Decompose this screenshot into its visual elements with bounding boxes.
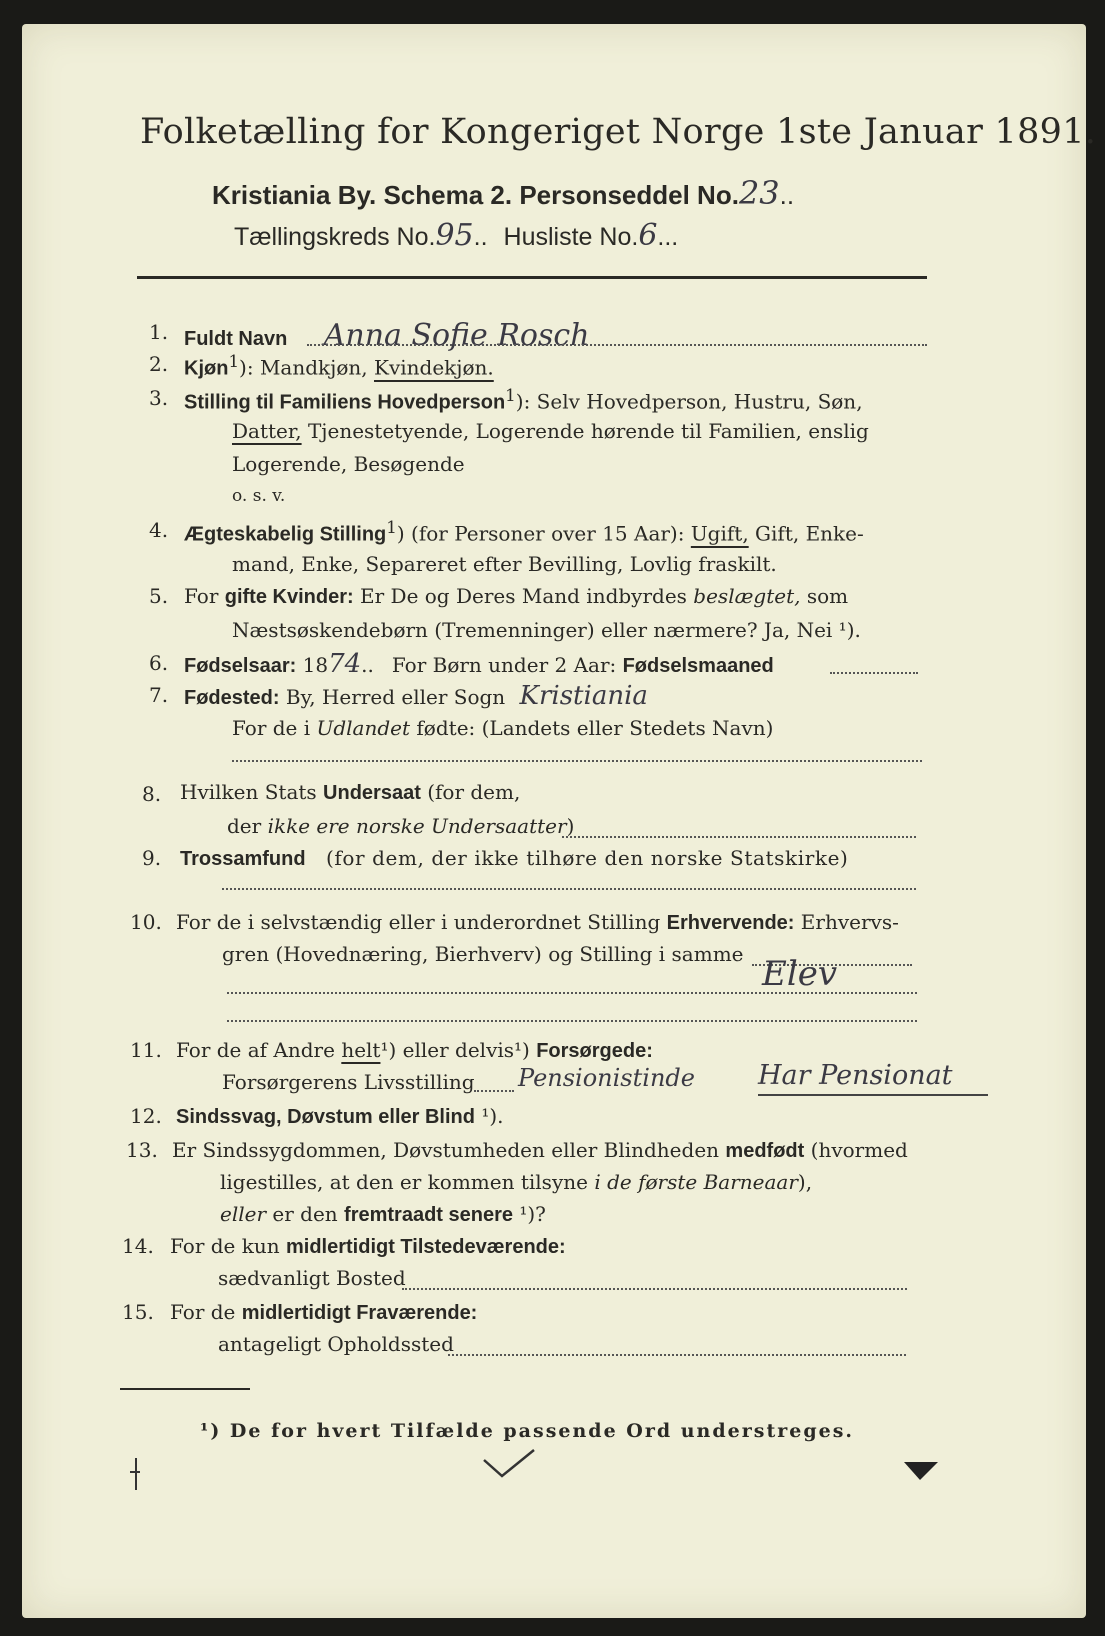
pen-mark-checkmark-icon <box>480 1446 540 1486</box>
q3-selected-option: Datter, <box>232 419 302 443</box>
q9-row: Trossamfund (for dem, der ikke tilhøre den norske Statskirke) <box>180 846 849 870</box>
q10-answer-occupation: Elev <box>762 954 838 994</box>
q10-number: 10. <box>130 910 162 934</box>
q7-label: Fødested: <box>184 687 280 709</box>
q7-line1: Fødested: By, Herred eller Sogn Kristiania <box>184 681 648 711</box>
q15-label: midlertidigt Fraværende: <box>241 1302 478 1324</box>
q9-label: Trossamfund <box>180 848 306 870</box>
form-subtitle: Kristiania By. Schema 2. Personseddel No.23.. <box>212 174 795 212</box>
q11-label: Forsørgede: <box>536 1040 653 1062</box>
q12-number: 12. <box>130 1104 162 1128</box>
q3-number: 3. <box>149 386 169 410</box>
q13-line2: ligestilles, at den er kommen tilsyne i de første Barneaar), <box>220 1170 813 1194</box>
q13-label: medfødt <box>725 1140 805 1162</box>
q10-line2: gren (Hovednæring, Bierhverv) og Stilling i samme <box>222 942 744 966</box>
q1-number: 1. <box>149 320 169 344</box>
q14-number: 14. <box>122 1234 154 1258</box>
q6-row: Fødselsaar: 1874.. For Børn under 2 Aar: Fødselsmaaned <box>184 649 774 679</box>
q11-answer-underline <box>758 1094 988 1096</box>
q6-fill-line <box>830 672 918 674</box>
q4-number: 4. <box>149 518 169 542</box>
q13-label-2: fremtraadt senere <box>344 1204 513 1226</box>
q13-line3: eller er den fremtraadt senere ¹)? <box>220 1202 546 1226</box>
q6-label-month: Fødselsmaaned <box>622 655 774 677</box>
q4-line1: Ægteskabelig Stilling$^1$) (for Personer over 15 Aar): Ugift, Gift, Enke- <box>184 518 864 546</box>
q2-label: Kjøn <box>184 357 229 380</box>
q15-line2: antageligt Opholdssted <box>218 1332 454 1356</box>
footnote: ¹) De for hvert Tilfælde passende Ord understreges. <box>200 1420 855 1442</box>
q14-line2: sædvanligt Bosted <box>218 1266 406 1290</box>
q1-fill-line <box>307 344 927 346</box>
q2-row: Kjøn$^1$): Mandkjøn, Kvindekjøn. <box>184 352 494 380</box>
q3-line2: Datter, Tjenestetyende, Logerende hørende til Familien, enslig <box>232 419 869 443</box>
pen-mark-arrow-icon <box>902 1458 942 1488</box>
husliste-label: Husliste No. <box>503 223 639 251</box>
q12-row: Sindssvag, Døvstum eller Blind ¹). <box>176 1104 504 1128</box>
husliste-number: 6 <box>638 218 658 253</box>
personseddel-number: 23 <box>738 174 780 212</box>
q3-line4: o. s. v. <box>232 486 286 506</box>
q11-line1: For de af Andre helt¹) eller delvis¹) Forsørgede: <box>176 1038 653 1062</box>
q10-fill-line-2 <box>227 992 917 994</box>
q7-number: 7. <box>149 683 169 707</box>
q3-line3: Logerende, Besøgende <box>232 452 465 476</box>
q3-line1: Stilling til Familiens Hovedperson$^1$): Selv Hovedperson, Hustru, Søn, <box>184 386 863 414</box>
q11-line2: Forsørgerens Livsstilling <box>222 1070 475 1094</box>
form-district-line: Tællingskreds No.95.. Husliste No.6... <box>234 218 679 253</box>
q4-selected-option: Ugift, <box>690 521 749 546</box>
subtitle-prefix: Kristiania By. Schema 2. Personseddel No. <box>212 180 739 210</box>
q9-fill-line <box>222 888 916 890</box>
footnote-divider <box>120 1388 250 1390</box>
header-divider <box>137 276 927 279</box>
q5-line2: Næstsøskendebørn (Tremenninger) eller nærmere? Ja, Nei ¹). <box>232 618 861 642</box>
q8-label: Undersaat <box>323 782 421 804</box>
q2-number: 2. <box>149 352 169 376</box>
q7-answer-place: Kristiania <box>519 681 648 711</box>
q6-birth-year: 74 <box>328 649 362 679</box>
q1-answer-name: Anna Sofie Rosch <box>323 318 590 353</box>
q13-line1: Er Sindssygdommen, Døvstumheden eller Blindheden medfødt (hvormed <box>172 1138 908 1162</box>
q1-row <box>184 318 590 353</box>
kreds-label: Tællingskreds No. <box>234 223 436 251</box>
q8-fill-line <box>562 836 916 838</box>
q14-fill-line <box>402 1288 907 1290</box>
form-title: Folketælling for Kongeriget Norge 1ste Januar 1891. <box>140 112 1097 152</box>
q5-line1: For gifte Kvinder: Er De og Deres Mand indbyrdes beslægtet, som <box>184 584 849 608</box>
q3-label: Stilling til Familiens Hovedperson <box>184 391 506 414</box>
q11-answer-note: Har Pensionat <box>758 1060 953 1091</box>
q6-number: 6. <box>149 651 169 675</box>
kreds-number: 95 <box>435 218 474 253</box>
q9-number: 9. <box>142 846 162 870</box>
q11-selected-option: helt <box>341 1038 381 1062</box>
q4-label: Ægteskabelig Stilling <box>184 523 387 546</box>
q15-number: 15. <box>122 1300 154 1324</box>
pen-mark-tick-icon <box>126 1456 146 1496</box>
q5-label: gifte Kvinder: <box>224 586 354 608</box>
q14-label: midlertidigt Tilstedeværende: <box>285 1236 566 1258</box>
q11-fill-line <box>474 1090 514 1092</box>
q6-label: Fødselsaar: <box>184 655 297 677</box>
census-form-sheet <box>22 24 1097 1618</box>
q8-line2: der ikke ere norske Undersaatter) <box>227 814 575 838</box>
q8-number: 8. <box>142 782 162 806</box>
q12-label: Sindssvag, Døvstum eller Blind <box>176 1106 475 1128</box>
q10-line1: For de i selvstændig eller i underordnet Stilling Erhvervende: Erhvervs- <box>176 910 899 934</box>
q15-fill-line <box>448 1354 906 1356</box>
q10-fill-line-3 <box>227 1020 917 1022</box>
q11-answer-provider: Pensionistinde <box>518 1064 695 1092</box>
q2-selected-option: Kvindekjøn. <box>374 355 494 380</box>
q7-line2: For de i Udlandet fødte: (Landets eller Stedets Navn) <box>232 716 774 740</box>
q7-fill-line <box>232 760 922 762</box>
q5-number: 5. <box>149 584 169 608</box>
q4-line2: mand, Enke, Separeret efter Bevilling, Lovlig fraskilt. <box>232 552 777 576</box>
q14-line1: For de kun midlertidigt Tilstedeværende: <box>170 1234 566 1258</box>
q11-number: 11. <box>130 1038 162 1062</box>
q15-line1: For de midlertidigt Fraværende: <box>170 1300 478 1324</box>
q8-line1: Hvilken Stats Undersaat (for dem, <box>180 780 521 804</box>
q10-label: Erhvervende: <box>666 912 795 934</box>
q13-number: 13. <box>126 1138 158 1162</box>
q1-label: Fuldt Navn <box>184 328 288 350</box>
